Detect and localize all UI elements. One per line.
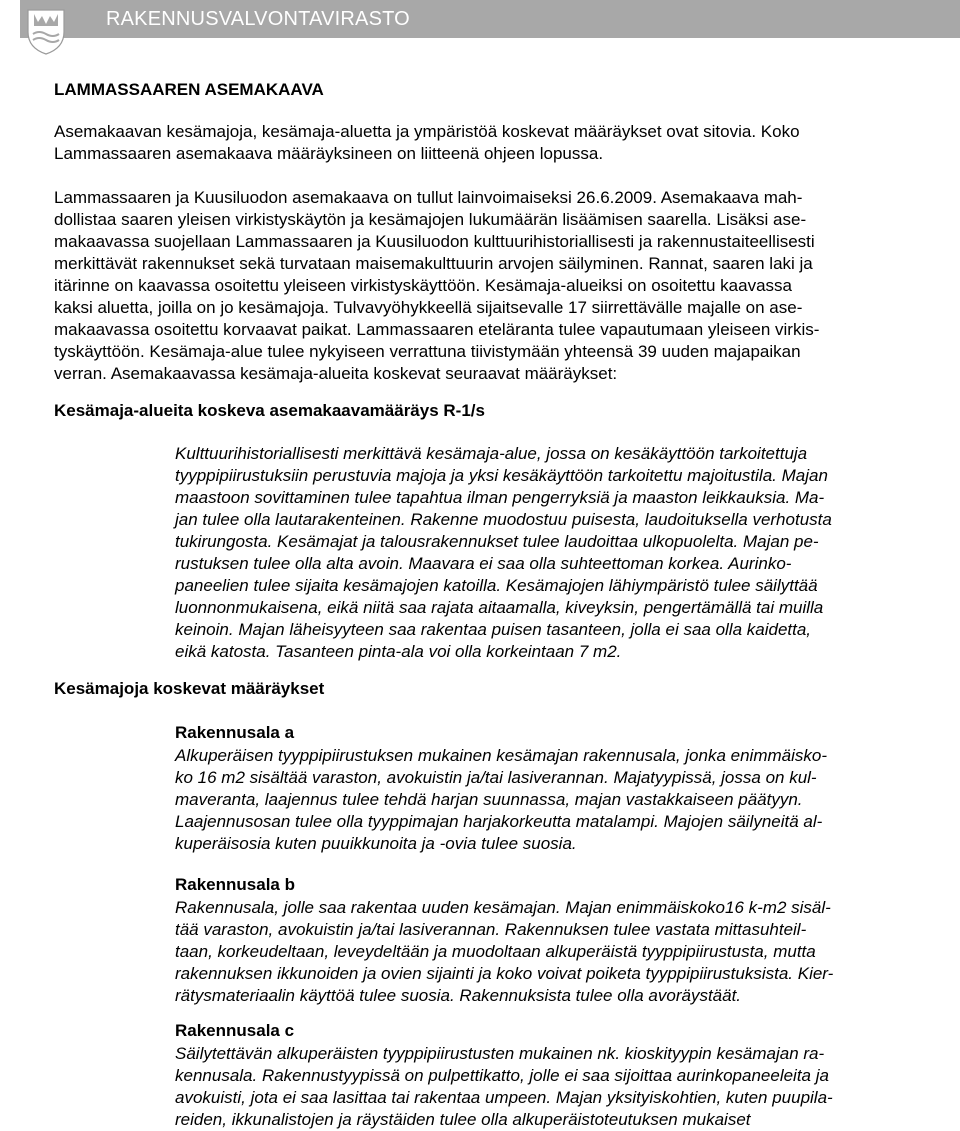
section-heading: Kesämaja-alueita koskeva asemakaavamääräys R-1/s xyxy=(54,401,485,420)
regulation-line: rakennuksen ikkunoiden ja ovien sijainti ja koko voivat poiketa tyyppipiirustuksista. Kier- xyxy=(175,964,834,983)
regulation-line: Alkuperäisen tyyppipiirustuksen mukainen kesämajan rakennusala, jonka enimmäisko- xyxy=(175,746,828,765)
regulation-line: jan tulee olla lautarakenteinen. Rakenne muodostuu puisesta, laudoituksella verhotusta xyxy=(175,510,832,529)
intro-line: Lammassaaren asemakaava määräyksineen on liitteenä ohjeen lopussa. xyxy=(54,144,604,163)
org-name: RAKENNUSVALVONTAVIRASTO xyxy=(106,8,410,30)
subsection-heading: Rakennusala b xyxy=(175,875,295,894)
regulation-line: taan, korkeudeltaan, leveydeltään ja muodoltaan alkuperäistä tyyppipiirustusta, mutta xyxy=(175,942,816,961)
subsection-heading: Rakennusala c xyxy=(175,1021,295,1040)
regulation-line: ko 16 m2 sisältää varaston, avokuistin ja/tai lasiverannan. Majatyypissä, jossa on kul- xyxy=(175,768,817,787)
regulation-line: Rakennusala, jolle saa rakentaa uuden kesämajan. Majan enimmäiskoko16 k-m2 sisäl- xyxy=(175,898,831,917)
paragraph-line: Lammassaaren ja Kuusiluodon asemakaava on tullut lainvoimaiseksi 26.6.2009. Asemakaava mah- xyxy=(54,188,803,207)
subsection-heading: Rakennusala a xyxy=(175,723,295,742)
regulation-line: maastoon sovittaminen tulee tapahtua ilman pengerryksiä ja maaston leikkauksia. Ma- xyxy=(175,488,825,507)
regulation-line: paneelien tulee sijaita kesämajojen katoilla. Kesämajojen lähiympäristö tulee säilyttää xyxy=(175,576,818,595)
regulation-line: tukirungosta. Kesämajat ja talousrakennukset tulee laudoittaa ulkopuolelta. Majan pe- xyxy=(175,532,819,551)
paragraph-line: merkittävät rakennukset sekä turvataan maisemakulttuurin arvojen säilyminen. Rannat, saaren laki ja xyxy=(54,254,813,273)
regulation-line: rustuksen tulee olla alta avoin. Maavara ei saa olla suhteettoman korkea. Aurinko- xyxy=(175,554,792,573)
paragraph-line: tyskäyttöön. Kesämaja-alue tulee nykyiseen verrattuna tiivistymään yhteensä 39 uuden majapaikan xyxy=(54,342,801,361)
paragraph-line: itärinne on kaavassa osoitettu yleiseen virkistyskäyttöön. Kesämaja-alueiksi on osoitettu kaavassa xyxy=(54,276,792,295)
regulation-line: kuperäisosia kuten puuikkunoita ja -ovia tulee suosia. xyxy=(175,834,577,853)
regulation-line: tää varaston, avokuistin ja/tai lasiverannan. Rakennuksen tulee vastata mittasuhteil- xyxy=(175,920,807,939)
paragraph-line: makaavassa suojellaan Lammassaaren ja Kuusiluodon kulttuurihistoriallisesti ja rakennustaiteellisesti xyxy=(54,232,815,251)
regulation-line: maveranta, laajennus tulee tehdä harjan suunnassa, majan vastakkaiseen päätyyn. xyxy=(175,790,803,809)
regulation-line: reiden, ikkunalistojen ja räystäiden tulee olla alkuperäistoteutuksen mukaiset xyxy=(175,1110,751,1129)
regulation-line: Säilytettävän alkuperäisten tyyppipiirustusten mukainen nk. kioskityypin kesämajan ra- xyxy=(175,1044,825,1063)
paragraph-line: verran. Asemakaavassa kesämaja-alueita koskevat seuraavat määräykset: xyxy=(54,364,618,383)
intro-line: Asemakaavan kesämajoja, kesämaja-aluetta ja ympäristöä koskevat määräykset ovat sitovia. Koko xyxy=(54,122,800,141)
regulation-line: keinoin. Majan läheisyyteen saa rakentaa puisen tasanteen, jolla ei saa olla kaidetta, xyxy=(175,620,812,639)
regulation-line: rätysmateriaalin käyttöä tulee suosia. Rakennuksista tulee olla avoräystäät. xyxy=(175,986,742,1005)
paragraph-line: makaavassa osoitettu korvaavat paikat. Lammassaaren eteläranta tulee vapautumaan yleiseen virkis- xyxy=(54,320,820,339)
paragraph-line: kaksi aluetta, joilla on jo kesämajoja. Tulvavyöhykkeellä sijaitsevalle 17 siirrettävälle majalle on ase- xyxy=(54,298,803,317)
section-heading: Kesämajoja koskevat määräykset xyxy=(54,679,325,698)
paragraph-line: dollistaa saaren yleisen virkistyskäytön ja kesämajojen lukumäärän lisäämisen saarella. Lisäksi ase- xyxy=(54,210,807,229)
regulation-line: avokuisti, jota ei saa lasittaa tai rakentaa umpeen. Majan yksityiskohtien, kuten puupila- xyxy=(175,1088,833,1107)
regulation-line: luonnonmukaisena, eikä niitä saa rajata aitaamalla, kiveyksin, pengertämällä tai muilla xyxy=(175,598,824,617)
regulation-line: Laajennusosan tulee olla tyyppimajan harjakorkeutta matalampi. Majojen säilyneitä al- xyxy=(175,812,823,831)
regulation-line: Kulttuurihistoriallisesti merkittävä kesämaja-alue, jossa on kesäkäyttöön tarkoitettuja xyxy=(175,444,808,463)
document-title: LAMMASSAAREN ASEMAKAAVA xyxy=(54,80,324,99)
regulation-line: kennusala. Rakennustyypissä on pulpettikatto, jolle ei saa sijoittaa aurinkopaneeleita ja xyxy=(175,1066,829,1085)
regulation-line: tyyppipiirustuksiin perustuvia majoja ja yksi kesäkäyttöön tarkoitettu majoitustila. Majan xyxy=(175,466,828,485)
regulation-line: eikä katosta. Tasanteen pinta-ala voi olla korkeintaan 7 m2. xyxy=(175,642,622,661)
city-crest-logo xyxy=(24,4,68,56)
